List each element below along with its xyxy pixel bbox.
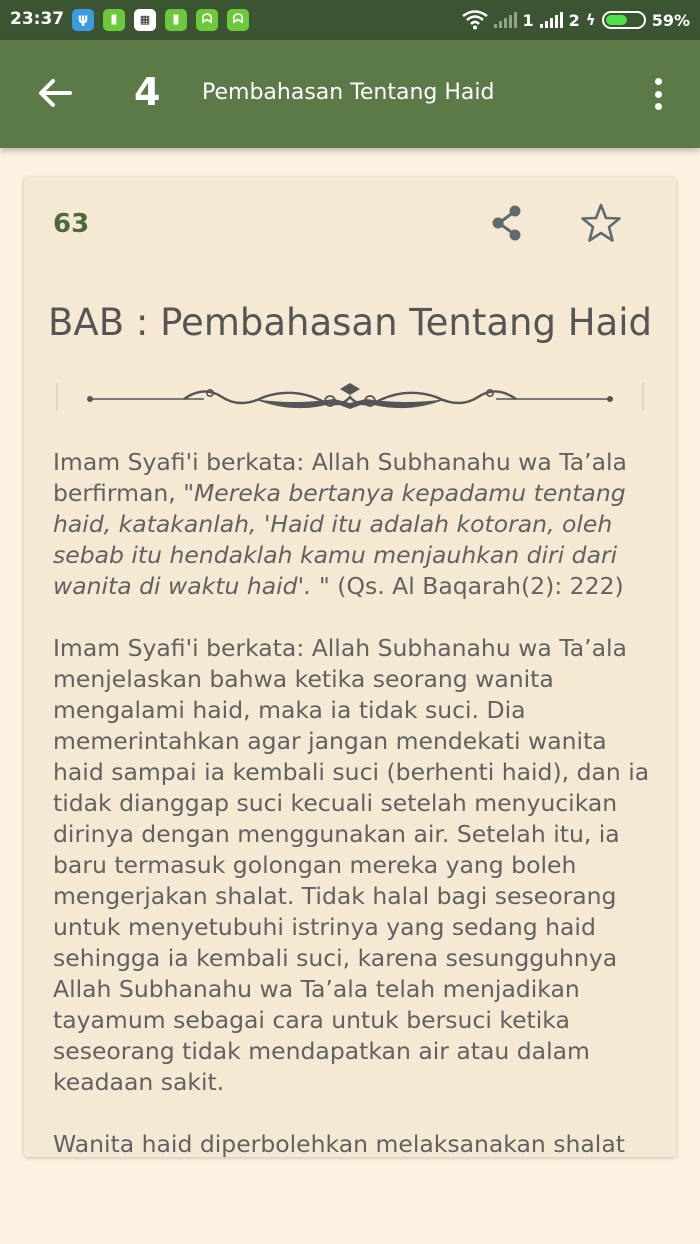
quran-quote: Mereka bertanya kepadamu tentang haid, katakanlah, 'Haid itu adalah kotoran, oleh sebab itu hendaklah kamu menjauhkan diri dari wanita di waktu haid'. (53, 479, 626, 600)
share-icon (487, 203, 527, 243)
page-title: Pembahasan Tentang Haid (202, 80, 495, 105)
more-vert-icon (655, 78, 662, 85)
back-button[interactable] (32, 70, 78, 116)
star-outline-icon (580, 202, 622, 244)
app-bar (0, 40, 700, 148)
wifi-icon (462, 10, 488, 30)
sim1-label: 1 (522, 10, 534, 30)
battery-fill (606, 15, 627, 25)
paragraph: Wanita haid diperbolehkan melaksanakan shalat (53, 1130, 625, 1157)
ornament-divider (54, 379, 646, 415)
hadith-text (53, 447, 653, 1157)
paragraph-text: Imam Syafi'i berkata: Allah Subhanahu wa Ta’ala berfirman, " (53, 448, 627, 507)
hadith-number: 63 (53, 209, 90, 239)
status-right (462, 9, 690, 31)
favorite-button[interactable] (580, 202, 622, 244)
chapter-number: 4 (134, 70, 161, 114)
paragraph: Imam Syafi'i berkata: Allah Subhanahu wa Ta’ala menjelaskan bahwa ketika seorang wanita mengalami haid, maka ia tidak suci. Dia memerintahkan agar jangan mendekati wanita haid sampai ia kembali suci (berhenti haid), dan ia tidak dianggap suci kecuali setelah menyucikan dirinya dengan menggunakan air. Setelah itu, ia baru termasuk golongan mereka yang boleh mengerjakan shalat. Tidak halal bagi seseorang untuk menyetubuhi istrinya yang sedang haid sehingga ia kembali suci, karena sesungguhnya Allah Subhanahu wa Ta’ala telah menjadikan tayamum sebagai cara untuk bersuci ketika seseorang tidak mendapatkan air atau dalam keadaan sakit. (53, 634, 650, 1096)
bbm-icon: ▦ (134, 9, 156, 31)
battery-saver-icon: ▮ (103, 9, 125, 31)
usb-icon: ψ (72, 9, 94, 31)
android-icon: ᗣ (227, 9, 249, 31)
signal-icon (494, 12, 517, 28)
charging-icon: ϟ (585, 11, 596, 29)
more-options-button[interactable] (646, 74, 670, 114)
signal-icon (540, 12, 563, 28)
hadith-card (24, 177, 676, 1157)
battery-saver-icon: ▮ (165, 9, 187, 31)
status-bar (0, 0, 700, 40)
quote-reference: " (Qs. Al Baqarah(2): 222) (311, 572, 624, 600)
paragraph (53, 447, 653, 602)
battery-percent: 59% (651, 10, 690, 30)
bab-title: BAB : Pembahasan Tentang Haid (48, 301, 652, 344)
arrow-back-icon (32, 70, 78, 116)
battery-icon (602, 11, 646, 29)
share-button[interactable] (487, 203, 527, 243)
android-icon: ᗣ (196, 9, 218, 31)
sim2-label: 2 (568, 10, 580, 30)
status-time: 23:37 (10, 9, 65, 29)
